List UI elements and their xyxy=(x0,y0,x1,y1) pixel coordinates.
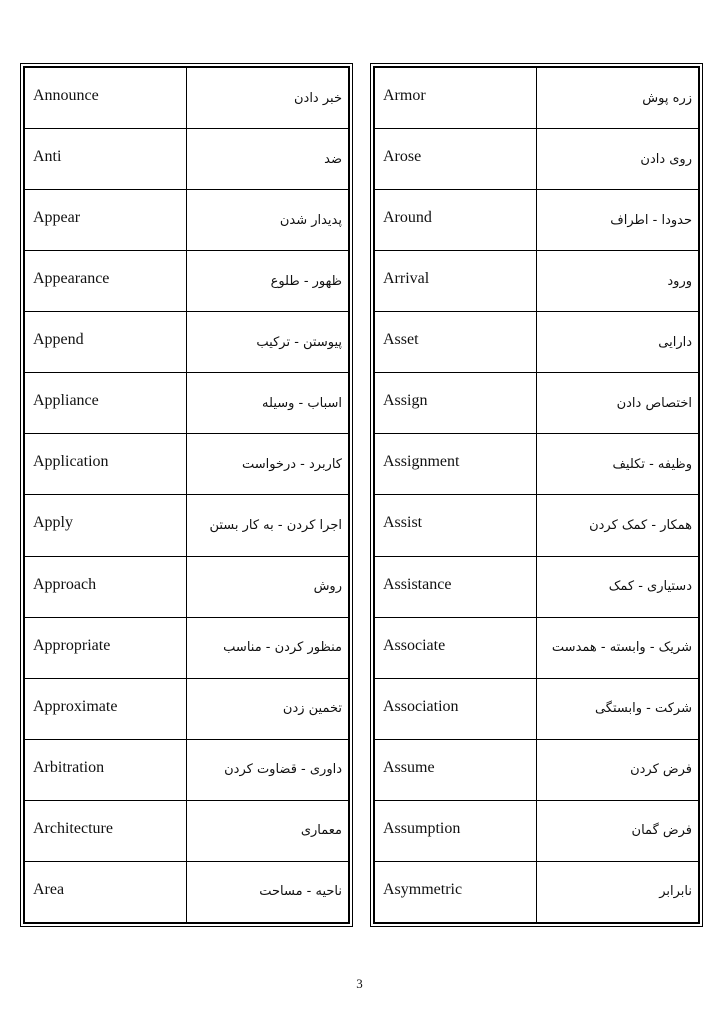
english-word: Anti xyxy=(25,129,187,190)
english-word: Assign xyxy=(375,373,537,434)
vocab-row xyxy=(25,312,349,373)
persian-meaning: ضد xyxy=(187,129,349,190)
persian-meaning: حدودا - اطراف xyxy=(537,190,699,251)
vocab-table-right xyxy=(370,63,703,927)
english-word: Associate xyxy=(375,617,537,678)
persian-meaning: وظیفه - تکلیف xyxy=(537,434,699,495)
persian-meaning: دارایی xyxy=(537,312,699,373)
persian-meaning: اختصاص دادن xyxy=(537,373,699,434)
vocab-row xyxy=(375,495,699,556)
english-word: Arbitration xyxy=(25,739,187,800)
persian-meaning: خبر دادن xyxy=(187,68,349,129)
persian-meaning: نابرابر xyxy=(537,861,699,922)
vocab-row xyxy=(25,434,349,495)
english-word: Armor xyxy=(375,68,537,129)
english-word: Appliance xyxy=(25,373,187,434)
vocab-row xyxy=(375,678,699,739)
english-word: Area xyxy=(25,861,187,922)
vocab-row xyxy=(25,678,349,739)
vocab-row xyxy=(375,190,699,251)
english-word: Append xyxy=(25,312,187,373)
persian-meaning: تخمین زدن xyxy=(187,678,349,739)
english-word: Arose xyxy=(375,129,537,190)
vocab-grid-left xyxy=(24,67,349,923)
english-word: Assist xyxy=(375,495,537,556)
persian-meaning: پیوستن - ترکیب xyxy=(187,312,349,373)
persian-meaning: منظور کردن - مناسب xyxy=(187,617,349,678)
vocab-row xyxy=(25,251,349,312)
english-word: Assumption xyxy=(375,800,537,861)
vocab-row xyxy=(25,739,349,800)
english-word: Appropriate xyxy=(25,617,187,678)
persian-meaning: ورود xyxy=(537,251,699,312)
vocab-row xyxy=(375,556,699,617)
english-word: Appear xyxy=(25,190,187,251)
persian-meaning: روش xyxy=(187,556,349,617)
persian-meaning: زره پوش xyxy=(537,68,699,129)
vocab-row xyxy=(25,129,349,190)
vocab-rows-right xyxy=(375,68,699,923)
english-word: Around xyxy=(375,190,537,251)
vocab-row xyxy=(375,68,699,129)
english-word: Application xyxy=(25,434,187,495)
vocab-row xyxy=(375,617,699,678)
vocab-row xyxy=(25,68,349,129)
english-word: Apply xyxy=(25,495,187,556)
english-word: Asset xyxy=(375,312,537,373)
vocab-row xyxy=(25,495,349,556)
vocab-table-left xyxy=(20,63,353,927)
persian-meaning: فرض گمان xyxy=(537,800,699,861)
persian-meaning: کاربرد - درخواست xyxy=(187,434,349,495)
english-word: Approximate xyxy=(25,678,187,739)
vocab-row xyxy=(375,129,699,190)
english-word: Appearance xyxy=(25,251,187,312)
persian-meaning: معماری xyxy=(187,800,349,861)
vocab-row xyxy=(25,556,349,617)
english-word: Announce xyxy=(25,68,187,129)
persian-meaning: همکار - کمک کردن xyxy=(537,495,699,556)
vocab-row xyxy=(25,373,349,434)
persian-meaning: ناحیه - مساحت xyxy=(187,861,349,922)
persian-meaning: اجرا کردن - به کار بستن xyxy=(187,495,349,556)
english-word: Assistance xyxy=(375,556,537,617)
english-word: Asymmetric xyxy=(375,861,537,922)
vocab-rows-left xyxy=(25,68,349,923)
english-word: Assignment xyxy=(375,434,537,495)
english-word: Approach xyxy=(25,556,187,617)
english-word: Association xyxy=(375,678,537,739)
page-number: 3 xyxy=(356,976,363,991)
persian-meaning: روی دادن xyxy=(537,129,699,190)
vocab-row xyxy=(375,373,699,434)
vocab-row xyxy=(25,800,349,861)
vocab-row xyxy=(375,312,699,373)
vocab-row xyxy=(375,800,699,861)
persian-meaning: اسباب - وسیله xyxy=(187,373,349,434)
persian-meaning: شرکت - وابستگی xyxy=(537,678,699,739)
vocab-grid-right xyxy=(374,67,699,923)
persian-meaning: پدیدار شدن xyxy=(187,190,349,251)
vocab-row xyxy=(375,434,699,495)
vocab-row xyxy=(375,251,699,312)
english-word: Arrival xyxy=(375,251,537,312)
persian-meaning: داوری - قضاوت کردن xyxy=(187,739,349,800)
english-word: Architecture xyxy=(25,800,187,861)
persian-meaning: ظهور - طلوع xyxy=(187,251,349,312)
vocab-row xyxy=(25,617,349,678)
english-word: Assume xyxy=(375,739,537,800)
persian-meaning: فرض کردن xyxy=(537,739,699,800)
vocab-row xyxy=(25,861,349,922)
vocab-row xyxy=(25,190,349,251)
persian-meaning: دستیاری - کمک xyxy=(537,556,699,617)
vocab-row xyxy=(375,739,699,800)
persian-meaning: شریک - وابسته - همدست xyxy=(537,617,699,678)
vocab-row xyxy=(375,861,699,922)
